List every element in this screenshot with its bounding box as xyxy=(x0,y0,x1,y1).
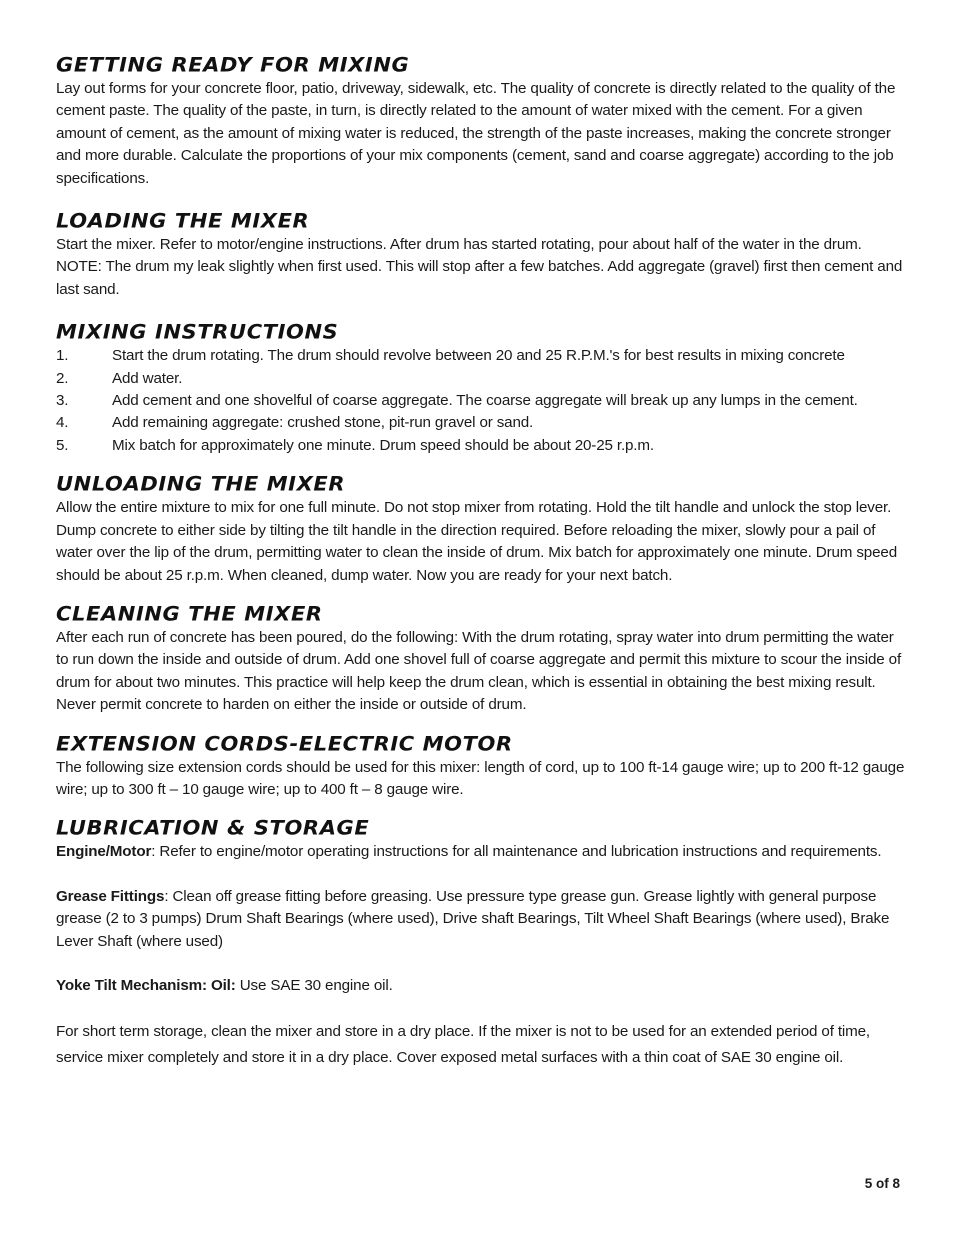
section-heading: LUBRICATION & STORAGE xyxy=(56,817,370,840)
page-number: 5 of 8 xyxy=(864,1176,900,1191)
instruction-list xyxy=(56,345,908,457)
step-text: Start the drum rotating. The drum should revolve between 20 and 25 R.P.M.'s for best results in mixing concrete xyxy=(112,347,845,365)
grease-paragraph xyxy=(56,886,908,953)
section-extension-cords xyxy=(56,731,908,802)
section-heading: EXTENSION CORDS-ELECTRIC MOTOR xyxy=(56,732,513,755)
section-lubrication xyxy=(56,815,908,1071)
step-number: 4. xyxy=(56,414,69,432)
list-item xyxy=(56,390,908,412)
yoke-text: Use SAE 30 engine oil. xyxy=(235,976,393,994)
grease-text: : Clean off grease fitting before greasing. Use pressure type grease gun. Grease lightly with general purpose grease (2 to 3 pumps) Drum Shaft Bearings (where used), Drive shaft Bearings, Tilt Wheel Shaft Bearings (where used), Brake Lever Shaft (where used) xyxy=(56,887,890,950)
list-item xyxy=(56,412,908,434)
section-heading: MIXING INSTRUCTIONS xyxy=(56,321,339,344)
section-body: The following size extension cords should be used for this mixer: length of cord, up to 100 ft-14 gauge wire; up to 200 ft-12 gauge wire; up to 300 ft – 10 gauge wire; up to 400 ft – 8 gauge wire. xyxy=(56,758,905,798)
engine-text: : Refer to engine/motor operating instructions for all maintenance and lubrication instructions and requirements. xyxy=(151,843,882,861)
section-heading: UNLOADING THE MIXER xyxy=(56,473,346,496)
engine-motor-paragraph xyxy=(56,841,908,863)
list-item xyxy=(56,345,908,367)
section-loading xyxy=(56,208,908,301)
manual-page xyxy=(56,52,908,1071)
section-body: Allow the entire mixture to mix for one full minute. Do not stop mixer from rotating. Hold the tilt handle and unlock the stop lever. Dump concrete to either side by tilting the tilt handle in the direction required. Before reloading the mixer, slowly pour a pail of water over the lip of the drum, permitting water to clean the inside of drum. Mix batch for approximately one minute. Drum speed should be about 25 r.p.m. When cleaned, dump water. Now you are ready for your next batch. xyxy=(56,499,897,584)
list-item xyxy=(56,435,908,457)
step-number: 2. xyxy=(56,369,69,387)
step-text: Add remaining aggregate: crushed stone, pit-run gravel or sand. xyxy=(112,414,534,432)
section-body: Lay out forms for your concrete floor, patio, driveway, sidewalk, etc. The quality of concrete is directly related to the quality of the cement paste. The quality of the paste, in turn, is directly related to the amount of water mixed with the cement. For a given amount of cement, as the amount of mixing water is reduced, the strength of the paste increases, making the concrete stronger and more durable. Calculate the proportions of your mix components (cement, sand and coarse aggregate) according to the job specifications. xyxy=(56,80,896,187)
section-heading: CLEANING THE MIXER xyxy=(56,602,323,625)
section-unloading xyxy=(56,471,908,587)
section-body: After each run of concrete has been poured, do the following: With the drum rotating, spray water into drum permitting the water to run down the inside and outside of drum. Add one shovel full of coarse aggregate and permit this mixture to scour the inside of drum for about two minutes. This practice will help keep the drum clean, which is essential in obtaining the best mixing result. Never permit concrete to harden on either the inside or outside of drum. xyxy=(56,628,902,714)
yoke-paragraph xyxy=(56,975,908,997)
step-text: Add cement and one shovelful of coarse aggregate. The coarse aggregate will break up any lumps in the cement. xyxy=(112,392,858,410)
section-heading: LOADING THE MIXER xyxy=(56,209,310,233)
step-text: Add water. xyxy=(112,369,183,387)
step-number: 3. xyxy=(56,392,69,410)
grease-label: Grease Fittings xyxy=(56,887,165,905)
storage-paragraph: For short term storage, clean the mixer and store in a dry place. If the mixer is not to be used for an extended period of time, service mixer completely and store it in a dry place. Cover exposed metal surfaces with a thin coat of SAE 30 engine oil. xyxy=(56,1023,870,1067)
section-cleaning xyxy=(56,601,908,717)
section-heading: GETTING READY FOR MIXING xyxy=(56,53,410,77)
engine-label: Engine/Motor xyxy=(56,843,152,861)
section-getting-ready xyxy=(56,52,908,190)
step-text: Mix batch for approximately one minute. Drum speed should be about 20-25 r.p.m. xyxy=(112,436,654,454)
yoke-label: Yoke Tilt Mechanism: Oil: xyxy=(56,976,236,994)
list-item xyxy=(56,368,908,390)
step-number: 1. xyxy=(56,347,69,365)
section-body: Start the mixer. Refer to motor/engine instructions. After drum has started rotating, pour about half of the water in the drum. NOTE: The drum my leak slightly when first used. This will stop after a few batches. Add aggregate (gravel) first then cement and last sand. xyxy=(56,236,903,298)
section-mixing-instructions xyxy=(56,319,908,457)
step-number: 5. xyxy=(56,436,69,454)
